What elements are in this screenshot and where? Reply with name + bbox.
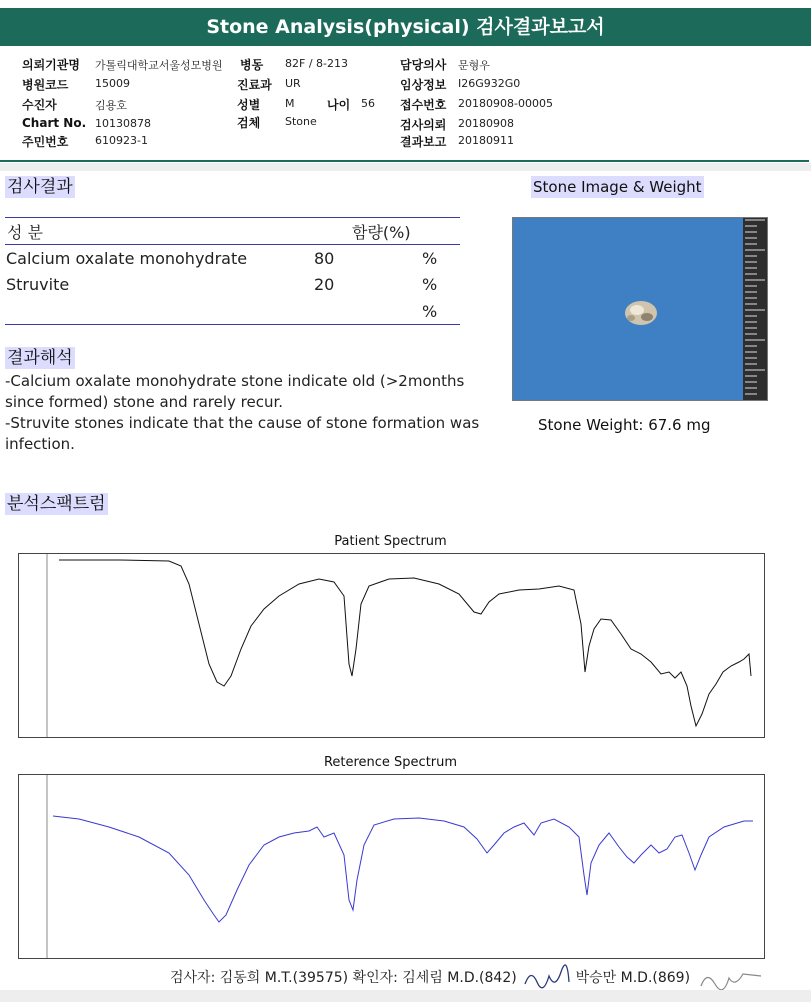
signature-1 <box>521 964 571 992</box>
stone-image <box>513 218 767 400</box>
component-name: Struvite <box>6 275 70 294</box>
label-ward: 병동 <box>240 58 264 72</box>
value-specimen: Stone <box>285 115 317 128</box>
component-unit: % <box>422 302 438 321</box>
value-report-date: 20180911 <box>458 134 514 147</box>
value-ward: 82F / 8-213 <box>285 57 348 70</box>
signatures <box>170 964 765 992</box>
value-receipt-no: 20180908-00005 <box>458 97 553 110</box>
value-institution: 가톨릭대학교서울성모병원 <box>95 59 223 72</box>
patient-spectrum-title: Patient Spectrum <box>334 534 447 549</box>
footer-strip <box>0 990 811 1002</box>
reference-spectrum-title: Reterence Spectrum <box>323 755 458 770</box>
value-resident-no: 610923-1 <box>95 134 148 147</box>
label-department: 진료과 <box>237 78 272 92</box>
value-sex: M <box>285 97 295 110</box>
patient-info-header <box>0 50 809 162</box>
value-department: UR <box>285 77 301 90</box>
report-title: Stone Analysis(physical) 검사결과보고서 <box>0 8 811 46</box>
patient-spectrum-chart <box>18 553 765 738</box>
component-value: 20 <box>314 275 335 294</box>
label-receipt-no: 접수번호 <box>400 98 447 112</box>
results-section-title: 검사결과 <box>7 177 73 197</box>
label-doctor: 담당의사 <box>400 58 447 72</box>
divider-strip <box>0 163 811 171</box>
signature-2 <box>695 964 765 992</box>
component-name: Calcium oxalate monohydrate <box>6 249 248 268</box>
label-age: 나이 <box>327 98 351 112</box>
col-component-header: 성 분 <box>7 223 43 242</box>
label-patient: 수진자 <box>22 98 57 112</box>
interpretation-line-1: -Calcium oxalate monohydrate stone indicate old (>2months since formed) stone and rarely recur. <box>5 372 465 411</box>
spectrum-section-title: 분석스팩트럼 <box>7 494 106 514</box>
table-bottom-line <box>5 324 460 325</box>
patient-spectrum-plot <box>19 554 764 737</box>
stone-photo <box>512 217 768 401</box>
component-value: 80 <box>314 249 335 268</box>
value-clinical-info: I26G932G0 <box>458 77 521 90</box>
label-resident-no: 주민번호 <box>22 135 69 149</box>
confirmer-2: 박승만 M.D.(869) <box>575 970 691 986</box>
label-specimen: 검체 <box>237 116 261 130</box>
label-request-date: 검사의뢰 <box>400 118 447 132</box>
interpretation-section-title: 결과해석 <box>7 348 73 368</box>
reference-spectrum-plot <box>19 775 764 958</box>
label-clinical-info: 임상정보 <box>400 78 447 92</box>
patient-spectrum-line <box>59 560 751 726</box>
image-section-title: Stone Image & Weight <box>533 178 702 196</box>
reference-spectrum-chart <box>18 774 765 959</box>
table-header-line <box>5 244 460 245</box>
value-doctor: 문형우 <box>458 59 490 72</box>
label-report-date: 결과보고 <box>400 135 447 149</box>
value-patient: 김용호 <box>95 99 127 112</box>
value-hospital-code: 15009 <box>95 77 130 90</box>
weight-label: Stone Weight: <box>538 416 644 434</box>
value-age: 56 <box>361 97 375 110</box>
label-hospital-code: 병원코드 <box>22 78 69 92</box>
table-top-line <box>5 217 460 218</box>
stone-weight <box>538 416 711 434</box>
reference-spectrum-line <box>53 816 753 922</box>
col-content-header: 함량(%) <box>352 223 411 242</box>
weight-value: 67.6 <box>648 416 682 434</box>
component-unit: % <box>422 249 438 268</box>
label-chart-no: Chart No. <box>22 116 87 130</box>
weight-unit: mg <box>686 416 711 434</box>
component-unit: % <box>422 275 438 294</box>
value-request-date: 20180908 <box>458 117 514 130</box>
label-sex: 성별 <box>237 98 261 112</box>
value-chart-no: 10130878 <box>95 117 151 130</box>
examiner-confirmer: 검사자: 김동희 M.T.(39575) 확인자: 김세림 M.D.(842) <box>170 970 517 986</box>
label-institution: 의뢰기관명 <box>22 58 80 72</box>
interpretation-line-2: -Struvite stones indicate that the cause of stone formation was infection. <box>5 414 480 453</box>
